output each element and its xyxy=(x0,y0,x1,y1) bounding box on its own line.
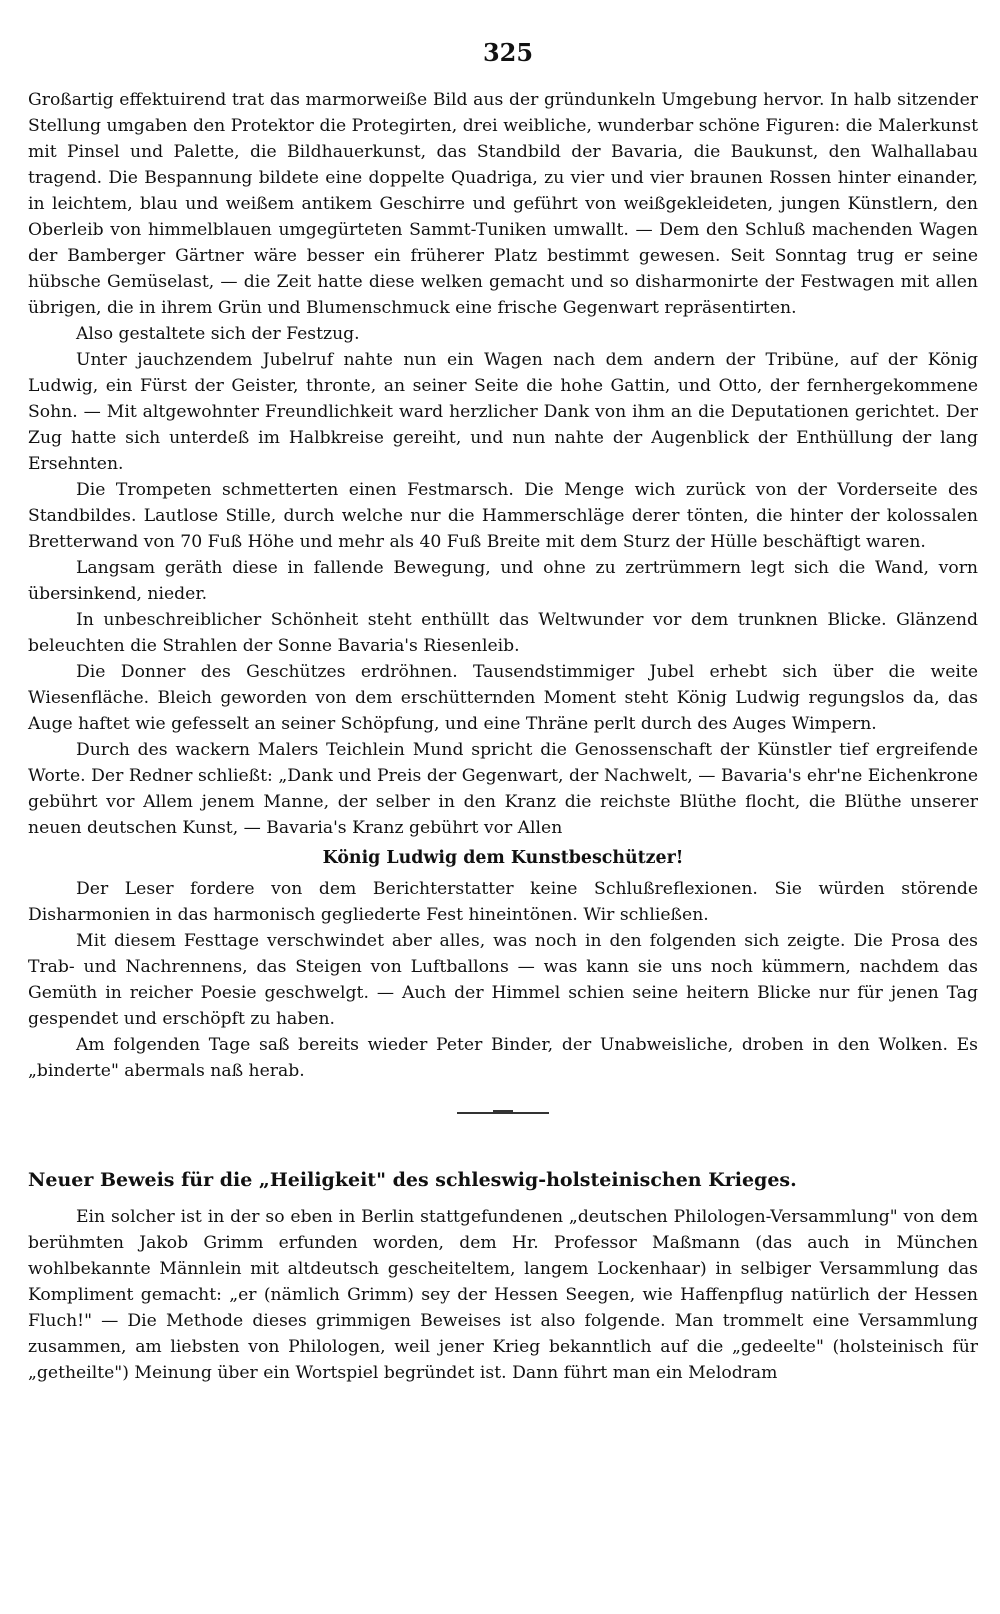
article-paragraph: In unbeschreiblicher Schönheit steht enthüllt das Weltwunder vor dem trunknen Blicke. Glänzend beleuchten die Strahlen der Sonne Bavaria's Riesenleib. xyxy=(28,610,978,656)
article-paragraph: Unter jauchzendem Jubelruf nahte nun ein Wagen nach dem andern der Tribüne, auf der König Ludwig, ein Fürst der Geister, thronte, an seiner Seite die hohe Gattin, und Otto, der fernhergekommene Sohn. — Mit altgewohnter Freundlichkeit ward herzlicher Dank von ihm an die Deputationen gerichtet. Der Zug hatte sich unterdeß im Halbkreise gereiht, und nun nahte der Augenblick der Enthüllung der lang Ersehnten. xyxy=(28,350,978,474)
article-paragraph: Der Leser fordere von dem Berichterstatter keine Schlußreflexionen. Sie würden störende Disharmonien in das harmonisch gegliederte Fest hineintönen. Wir schließen. xyxy=(28,879,978,925)
article-paragraph: Langsam geräth diese in fallende Bewegung, und ohne zu zertrümmern legt sich die Wand, vorn übersinkend, nieder. xyxy=(28,558,978,604)
article-paragraph: Großartig effektuirend trat das marmorweiße Bild aus der gründunkeln Umgebung hervor. In halb sitzender Stellung umgaben den Protektor die Protegirten, drei weibliche, wunderbar schöne Figuren: die Malerkunst mit Pinsel und Palette, die Bildhauerkunst, das Standbild der Bavaria, die Baukunst, den Walhallabau tragend. Die Bespannung bildete eine doppelte Quadriga, zu vier und vier braunen Rossen hinter einander, in leichtem, blau und weißem antikem Geschirre und geführt von weißgekleideten, jungen Künstlern, den Oberleib von himmelblauen umgegürteten Sammt-Tuniken umwallt. — Dem den Schluß machenden Wagen der Bamberger Gärtner wäre besser ein früherer Platz bestimmt gewesen. Seit Sonntag trug er seine hübsche Gemüselast, — die Zeit hatte diese welken gemacht und so disharmonirte der Festwagen mit allen übrigen, die in ihrem Grün und Blumenschmuck eine frische Gegenwart repräsentirten. xyxy=(28,90,978,318)
page-number: 325 xyxy=(482,38,534,67)
article-headline: Neuer Beweis für die „Heiligkeit" des schleswig-holsteinischen Krieges. xyxy=(28,1169,797,1191)
article-paragraph: Ein solcher ist in der so eben in Berlin stattgefundenen „deutschen Philologen-Versammlung" von dem berühmten Jakob Grimm erfunden worden, dem Hr. Professor Maßmann (das auch in München wohlbekannte Männlein mit altdeutsch gescheiteltem, langem Lockenhaar) in selbiger Versammlung das Kompliment gemacht: „er (nämlich Grimm) sey der Hessen Seegen, wie Haffenpflug natürlich der Hessen Fluch!" — Die Methode dieses grimmigen Beweises ist also folgende. Man trommelt eine Versammlung zusammen, am liebsten von Philologen, weil jener Krieg bekanntlich auf die „gedeelte" (holsteinisch für „getheilte") Meinung über ein Wortspiel begründet ist. Dann führt man ein Melodram xyxy=(28,1207,978,1383)
article-paragraph: Die Donner des Geschützes erdröhnen. Tausendstimmiger Jubel erhebt sich über die weite Wiesenfläche. Bleich geworden von dem erschütternden Moment steht König Ludwig regungslos da, das Auge haftet wie gefesselt an seiner Schöpfung, und eine Thräne perlt durch des Auges Wimpern. xyxy=(28,662,978,734)
article-paragraph: Die Trompeten schmetterten einen Festmarsch. Die Menge wich zurück von der Vorderseite des Standbildes. Lautlose Stille, durch welche nur die Hammerschläge derer tönten, die hinter der kolossalen Bretterwand von 70 Fuß Höhe und mehr als 40 Fuß Breite mit dem Sturz der Hülle beschäftigt waren. xyxy=(28,480,978,552)
article-paragraph: Mit diesem Festtage verschwindet aber alles, was noch in den folgenden sich zeigte. Die Prosa des Trab- und Nachrennens, das Steigen von Luftballons — was kann sie uns noch kümmern, nachdem das Gemüth in reicher Poesie geschwelgt. — Auch der Himmel schien seine heitern Blicke nur für jenen Tag gespendet und erschöpft zu haben. xyxy=(28,931,978,1029)
article-paragraph: Durch des wackern Malers Teichlein Mund spricht die Genossenschaft der Künstler tief ergreifende Worte. Der Redner schließt: „Dank und Preis der Gegenwart, der Nachwelt, — Bavaria's ehr'ne Eichenkrone gebührt vor Allem jenem Manne, der selber in den Kranz die reichste Blüthe flocht, die Blüthe unserer neuen deutschen Kunst, — Bavaria's Kranz gebührt vor Allen xyxy=(28,740,978,838)
grimm-article xyxy=(28,1166,978,1386)
article-paragraph: Am folgenden Tage saß bereits wieder Peter Binder, der Unabweisliche, droben in den Wolken. Es „binderte" abermals naß herab. xyxy=(28,1035,978,1081)
section-divider xyxy=(457,1112,549,1114)
article-paragraph: Also gestaltete sich der Festzug. xyxy=(76,324,360,344)
festival-report-article xyxy=(28,87,978,1084)
toast-line: König Ludwig dem Kunstbeschützer! xyxy=(322,848,684,868)
